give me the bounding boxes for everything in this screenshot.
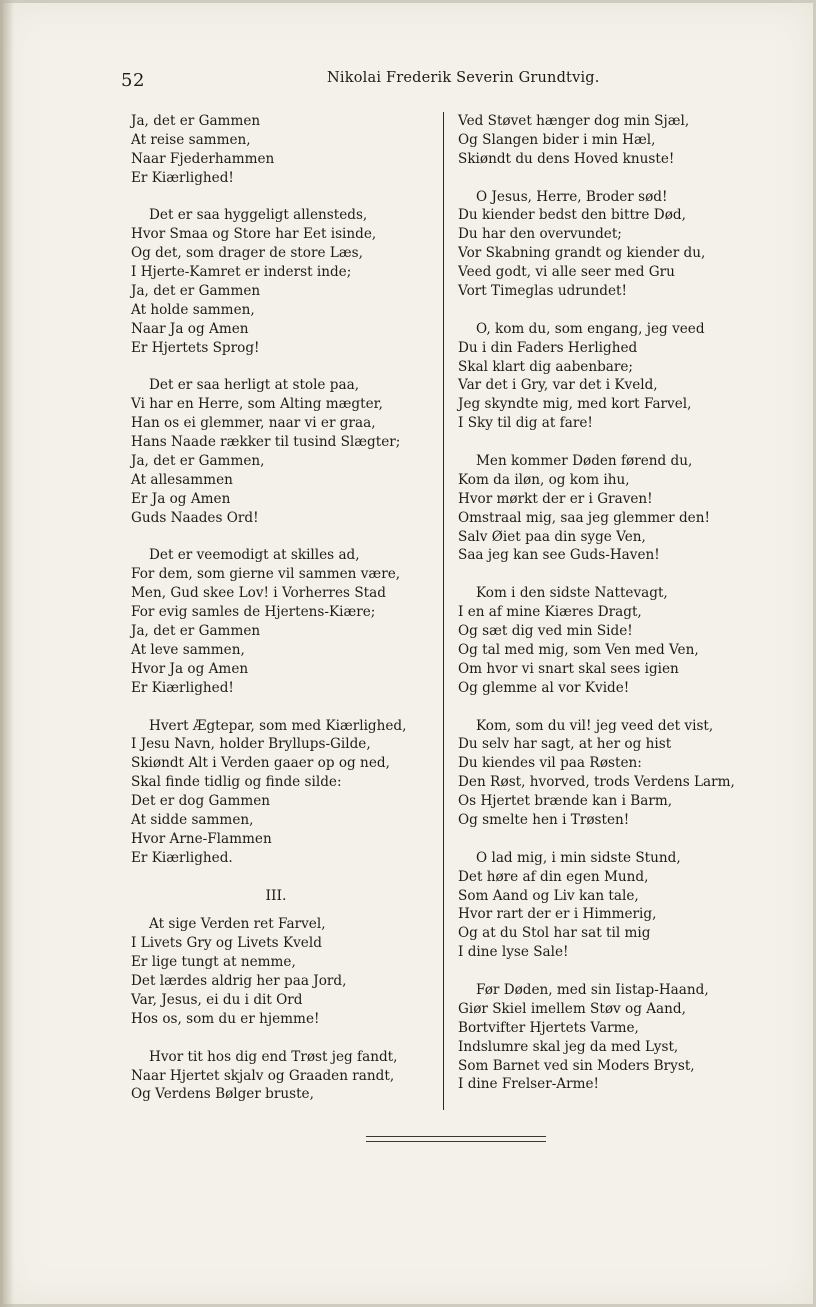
verse-line: Var det i Gry, var det i Kveld, <box>458 377 658 394</box>
verse-line: Men, Gud skee Lov! i Vorherres Stad <box>131 585 386 602</box>
verse-line: Hvor rart der er i Himmerig, <box>458 906 657 923</box>
column-divider <box>443 112 444 1110</box>
verse-line: Bortvifter Hjertets Varme, <box>458 1019 639 1036</box>
verse-line: I Livets Gry og Livets Kveld <box>131 935 322 952</box>
right-column <box>458 112 778 1113</box>
verse-line: Og sæt dig ved min Side! <box>458 623 633 640</box>
verse-line: Er Ja og Amen <box>131 490 231 507</box>
verse-line: Naar Fjederhammen <box>131 150 275 167</box>
verse-line: Naar Hjertet skjalv og Graaden randt, <box>131 1067 395 1084</box>
stanza <box>458 188 778 301</box>
verse-line: Os Hjertet brænde kan i Barm, <box>458 793 673 810</box>
stanza <box>131 376 431 527</box>
verse-line: Han os ei glemmer, naar vi er graa, <box>131 415 376 432</box>
verse-line: Du kiendes vil paa Røsten: <box>458 755 642 772</box>
verse-line: Det er veemodigt at skilles ad, <box>149 547 360 564</box>
verse-line: Guds Naades Ord! <box>131 509 259 526</box>
verse-line: Du selv har sagt, at her og hist <box>458 736 672 753</box>
verse-line: Det er saa hyggeligt allensteds, <box>149 207 368 224</box>
verse-line: Vi har en Herre, som Alting mægter, <box>131 396 383 413</box>
verse-line: Og at du Stol har sat til mig <box>458 925 651 942</box>
verse-line: Ja, det er Gammen <box>131 623 261 640</box>
verse-line: Hvor tit hos dig end Trøst jeg fandt, <box>149 1048 398 1065</box>
verse-line: Er Hjertets Sprog! <box>131 339 260 356</box>
verse-line: Ved Støvet hænger dog min Sjæl, <box>458 113 690 129</box>
verse-line: Jeg skyndte mig, med kort Farvel, <box>458 396 692 413</box>
verse-line: Om hvor vi snart skal sees igien <box>458 660 679 677</box>
stanza <box>131 1048 431 1105</box>
verse-line: Og det, som drager de store Læs, <box>131 245 363 262</box>
verse-line: Du kiender bedst den bittre Død, <box>458 207 686 224</box>
verse-line: For evig samles de Hjertens-Kiære; <box>131 604 376 621</box>
stanza <box>458 452 778 565</box>
verse-line: Og Verdens Bølger bruste, <box>131 1086 314 1103</box>
verse-line: Omstraal mig, saa jeg glemmer den! <box>458 509 710 526</box>
stanza <box>458 981 778 1094</box>
page-edge-shadow <box>0 0 14 1307</box>
verse-line: Kom i den sidste Nattevagt, <box>476 585 668 602</box>
verse-line: Er Kiærlighed! <box>131 169 234 186</box>
verse-line: Ja, det er Gammen <box>131 283 261 300</box>
verse-line: Kom da iløn, og kom ihu, <box>458 471 630 488</box>
verse-line: Før Døden, med sin Iistap-Haand, <box>476 981 709 998</box>
verse-line: Du i din Faders Herlighed <box>458 339 638 356</box>
verse-line: Hvert Ægtepar, som med Kiærlighed, <box>149 717 407 734</box>
verse-line: Og Slangen bider i min Hæl, <box>458 131 656 148</box>
verse-line: I Hjerte-Kamret er inderst inde; <box>131 264 352 281</box>
verse-line: Hvor Arne-Flammen <box>131 830 272 847</box>
verse-line: Det høre af din egen Mund, <box>458 868 649 885</box>
verse-line: I Sky til dig at fare! <box>458 415 593 432</box>
verse-line: Skiøndt du dens Hoved knuste! <box>458 150 675 167</box>
end-rule <box>366 1136 546 1142</box>
stanza <box>131 112 431 188</box>
stanza <box>458 320 778 433</box>
verse-line: Veed godt, vi alle seer med Gru <box>458 264 675 281</box>
verse-line: O Jesus, Herre, Broder sød! <box>476 188 668 205</box>
verse-line: Hvor Ja og Amen <box>131 660 249 677</box>
stanza <box>131 717 431 868</box>
verse-line: O lad mig, i min sidste Stund, <box>476 849 681 866</box>
verse-line: Som Aand og Liv kan tale, <box>458 887 639 904</box>
verse-line: For dem, som gierne vil sammen være, <box>131 566 401 583</box>
verse-line: Skiøndt Alt i Verden gaaer op og ned, <box>131 755 390 772</box>
verse-line: Hvor Smaa og Store har Eet isinde, <box>131 226 377 243</box>
verse-line: Kom, som du vil! jeg veed det vist, <box>476 717 714 734</box>
running-head: Nikolai Frederik Severin Grundtvig. <box>327 70 600 86</box>
verse-line: Er Kiærlighed! <box>131 679 234 696</box>
verse-line: At allesammen <box>131 471 233 488</box>
verse-line: Er lige tungt at nemme, <box>131 954 296 971</box>
verse-line: I dine Frelser-Arme! <box>458 1076 600 1093</box>
verse-line: Hans Naade rækker til tusind Slægter; <box>131 434 401 451</box>
verse-line: At holde sammen, <box>131 301 255 318</box>
verse-line: Vor Skabning grandt og kiender du, <box>458 245 706 262</box>
verse-line: Som Barnet ved sin Moders Bryst, <box>458 1057 695 1074</box>
verse-line: At reise sammen, <box>131 131 251 148</box>
verse-line: Skal klart dig aabenbare; <box>458 358 634 375</box>
stanza <box>458 849 778 962</box>
verse-line: I dine lyse Sale! <box>458 944 569 961</box>
verse-line: Hvor mørkt der er i Graven! <box>458 490 653 507</box>
verse-line: Det er dog Gammen <box>131 793 271 810</box>
stanza <box>131 206 431 357</box>
verse-line: Vort Timeglas udrundet! <box>458 283 627 300</box>
verse-line: Giør Skiel imellem Støv og Aand, <box>458 1000 686 1017</box>
verse-line: Ja, det er Gammen <box>131 113 261 129</box>
verse-line: Og glemme al vor Kvide! <box>458 679 630 696</box>
verse-line: At sidde sammen, <box>131 811 254 828</box>
verse-line: I en af mine Kiæres Dragt, <box>458 604 642 621</box>
verse-line: Ja, det er Gammen, <box>131 453 265 470</box>
verse-line: At leve sammen, <box>131 641 245 658</box>
verse-line: Salv Øiet paa din syge Ven, <box>458 528 646 545</box>
stanza <box>458 717 778 830</box>
stanza <box>131 915 431 1028</box>
verse-line: Men kommer Døden førend du, <box>476 453 693 470</box>
verse-line: Saa jeg kan see Guds-Haven! <box>458 547 660 564</box>
verse-line: Indslumre skal jeg da med Lyst, <box>458 1038 679 1055</box>
verse-line: Er Kiærlighed. <box>131 849 233 866</box>
verse-line: Det lærdes aldrig her paa Jord, <box>131 973 347 990</box>
verse-line: Naar Ja og Amen <box>131 320 249 337</box>
left-column <box>131 112 431 1123</box>
verse-line: Var, Jesus, ei du i dit Ord <box>131 991 303 1008</box>
verse-line: At sige Verden ret Farvel, <box>149 916 326 933</box>
verse-line: Og smelte hen i Trøsten! <box>458 811 630 828</box>
section-heading: III. <box>265 887 287 904</box>
stanza <box>458 112 778 169</box>
stanza <box>458 584 778 697</box>
page-number: 52 <box>121 70 145 91</box>
verse-line: Du har den overvundet; <box>458 226 622 243</box>
verse-line: I Jesu Navn, holder Bryllups-Gilde, <box>131 736 371 753</box>
verse-line: Skal finde tidlig og finde silde: <box>131 774 342 791</box>
stanza <box>131 546 431 697</box>
verse-line: O, kom du, som engang, jeg veed <box>476 320 705 337</box>
verse-line: Hos os, som du er hjemme! <box>131 1010 320 1027</box>
verse-line: Og tal med mig, som Ven med Ven, <box>458 641 699 658</box>
verse-line: Det er saa herligt at stole paa, <box>149 377 360 394</box>
verse-line: Den Røst, hvorved, trods Verdens Larm, <box>458 774 735 791</box>
